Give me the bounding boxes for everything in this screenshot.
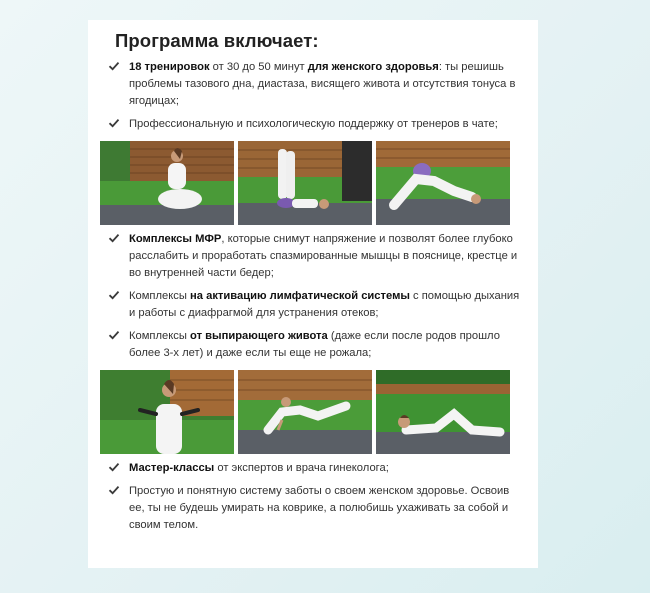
list-item (108, 59, 524, 110)
item-bold: для женского здоровья (307, 61, 439, 73)
exercise-photo-lying (376, 370, 510, 454)
item-text: Профессиональную и психологическую поддержку от тренеров в чате; (129, 118, 498, 130)
list-item (108, 116, 524, 133)
exercise-photo-bridge (376, 141, 510, 225)
exercise-photo-band (100, 370, 234, 454)
list-item (108, 483, 524, 534)
program-card (88, 20, 538, 568)
list-item (108, 328, 524, 362)
exercise-photo-lunge (238, 370, 372, 454)
item-text: : ты решишь проблемы тазового дна, диастаза, висящего живота и отсутствия тонуса в ягодицах; (129, 61, 516, 107)
program-title: Программа включает: (115, 30, 319, 51)
exercise-photo-seated-stretch (100, 141, 234, 225)
item-text: от экспертов и врача гинеколога; (214, 462, 389, 474)
checkmark-icon (108, 117, 120, 129)
item-text: Комплексы (129, 290, 191, 302)
item-text: Комплексы (129, 330, 191, 342)
checkmark-icon (108, 60, 120, 72)
checkmark-icon (108, 484, 120, 496)
checkmark-icon (108, 329, 120, 341)
item-bold: на активацию лимфатической системы (190, 290, 410, 302)
photo-row-2 (100, 370, 512, 454)
checkmark-icon (108, 461, 120, 473)
checkmark-icon (108, 232, 120, 244)
item-text: (даже если после родов прошло более 3-х лет) и даже если ты еще не рожала; (129, 330, 500, 359)
exercise-photo-legs-up (238, 141, 372, 225)
item-bold: Мастер-классы (129, 462, 215, 474)
photo-row-1 (100, 141, 512, 225)
item-text: с помощью дыхания и работы с диафрагмой для устранения отеков; (129, 290, 520, 319)
list-item (108, 460, 524, 477)
item-text: от 30 до 50 минут (209, 61, 308, 73)
item-bold: 18 тренировок (129, 61, 210, 73)
checkmark-icon (108, 289, 120, 301)
item-text: , которые снимут напряжение и позволят более глубоко расслабить и проработать спазмированные мышцы в пояснице, крестце и во внутренней части бедер; (129, 233, 518, 279)
list-item (108, 288, 524, 322)
item-bold: от выпирающего живота (190, 330, 328, 342)
item-text: Простую и понятную систему заботы о своем женском здоровье. Освоив ее, ты не будешь умирать на коврике, а полюбишь ухаживать за собой и своим телом. (129, 485, 510, 531)
item-bold: Комплексы МФР (129, 233, 222, 245)
list-item (108, 231, 524, 282)
